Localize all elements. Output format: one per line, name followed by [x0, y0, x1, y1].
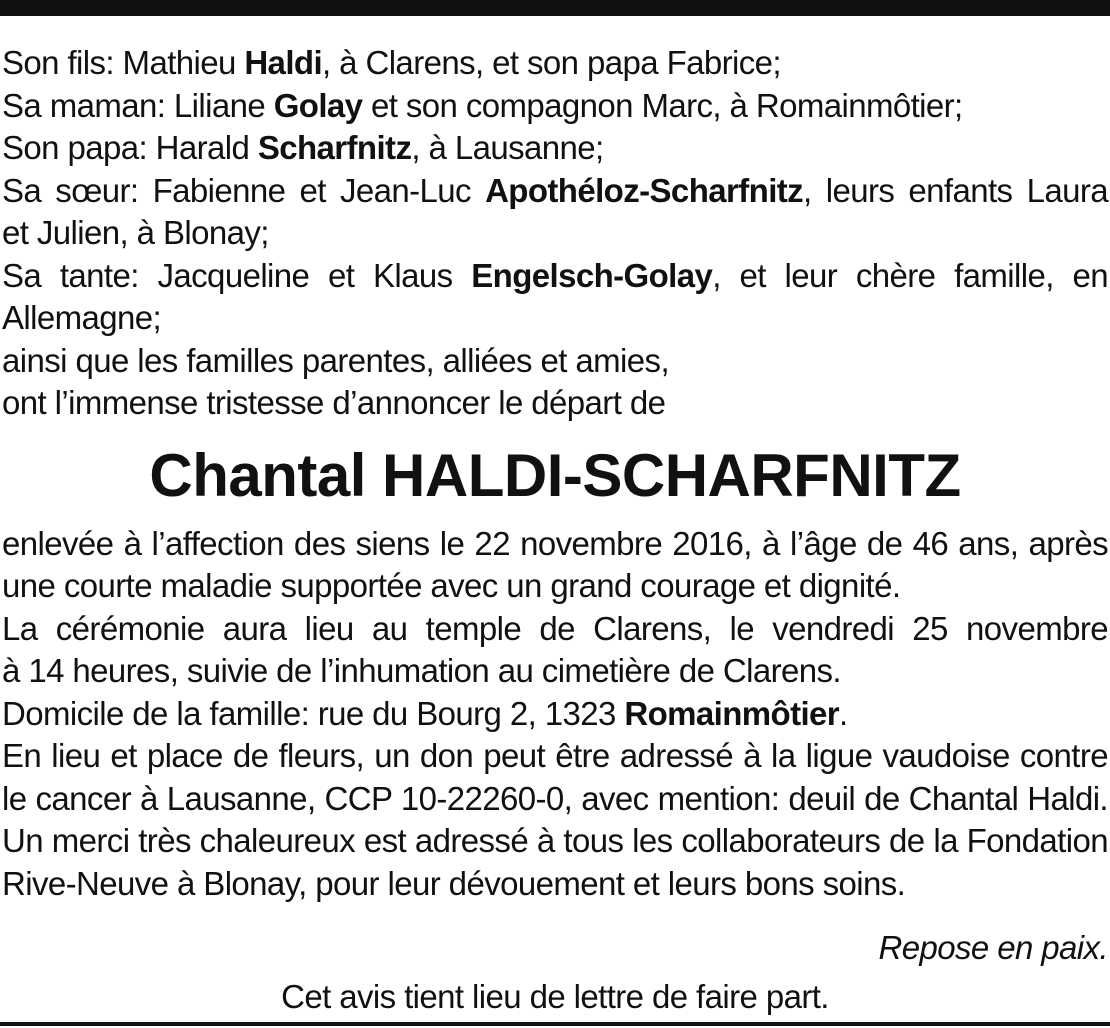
- donation-line-1: En lieu et place de fleurs, un don peut être adressé à la ligue vaudoise contre: [2, 737, 1108, 774]
- family-line-sister-cont: et Julien, à Blonay;: [2, 214, 269, 251]
- domicile-town: Romainmôtier: [624, 694, 840, 732]
- announcement-line: ont l’immense tristesse d’annoncer le départ de: [2, 384, 666, 421]
- ceremony-line-2: à 14 heures, suivie de l’inhumation au cimetière de Clarens.: [2, 652, 841, 689]
- mother-surname: Golay: [273, 86, 363, 124]
- aunt-surname: Engelsch-Golay: [471, 256, 713, 294]
- family-line-sister: Sa sœur: Fabienne et Jean-Luc Apothéloz-Scharfnitz, leurs enfants Laura: [2, 171, 1108, 209]
- son-surname: Haldi: [244, 44, 323, 81]
- obituary-notice: [2, 42, 1108, 1018]
- closing-note: Cet avis tient lieu de lettre de faire part.: [281, 977, 829, 1015]
- death-line-1: enlevée à l’affection des siens le 22 novembre 2016, à l’âge de 46 ans, après: [2, 524, 1108, 562]
- family-line-aunt-cont: Allemagne;: [2, 299, 162, 336]
- domicile-line: Domicile de la famille: rue du Bourg 2, 1323 Romainmôtier.: [2, 694, 848, 732]
- sister-surname: Apothéloz-Scharfnitz: [485, 171, 804, 209]
- family-line-aunt: Sa tante: Jacqueline et Klaus Engelsch-Golay, et leur chère famille, en: [2, 256, 1108, 294]
- repose-en-paix: Repose en paix.: [878, 929, 1108, 966]
- ceremony-line-1: La cérémonie aura lieu au temple de Clarens, le vendredi 25 novembre: [2, 609, 1108, 647]
- death-line-2: une courte maladie supportée avec un grand courage et dignité.: [2, 567, 901, 604]
- bottom-rule: [0, 1022, 1110, 1026]
- deceased-name: Chantal HALDI-SCHARFNITZ: [149, 441, 961, 509]
- family-line-father: Son papa: Harald Scharfnitz, à Lausanne;: [2, 129, 604, 166]
- thanks-line-1: Un merci très chaleureux est adressé à tous les collaborateurs de la Fondation: [2, 822, 1108, 859]
- family-line-son: Son fils: Mathieu Haldi, à Clarens, et son papa Fabrice;: [2, 44, 781, 81]
- family-line-others: ainsi que les familles parentes, alliées et amies,: [2, 341, 670, 379]
- donation-line-2: le cancer à Lausanne, CCP 10-22260-0, avec mention: deuil de Chantal Haldi.: [2, 779, 1108, 817]
- father-surname: Scharfnitz: [257, 129, 412, 166]
- family-line-mother: Sa maman: Liliane Golay et son compagnon Marc, à Romainmôtier;: [2, 86, 963, 124]
- top-rule: [0, 0, 1110, 16]
- thanks-line-2: Rive-Neuve à Blonay, pour leur dévouement et leurs bons soins.: [2, 864, 906, 902]
